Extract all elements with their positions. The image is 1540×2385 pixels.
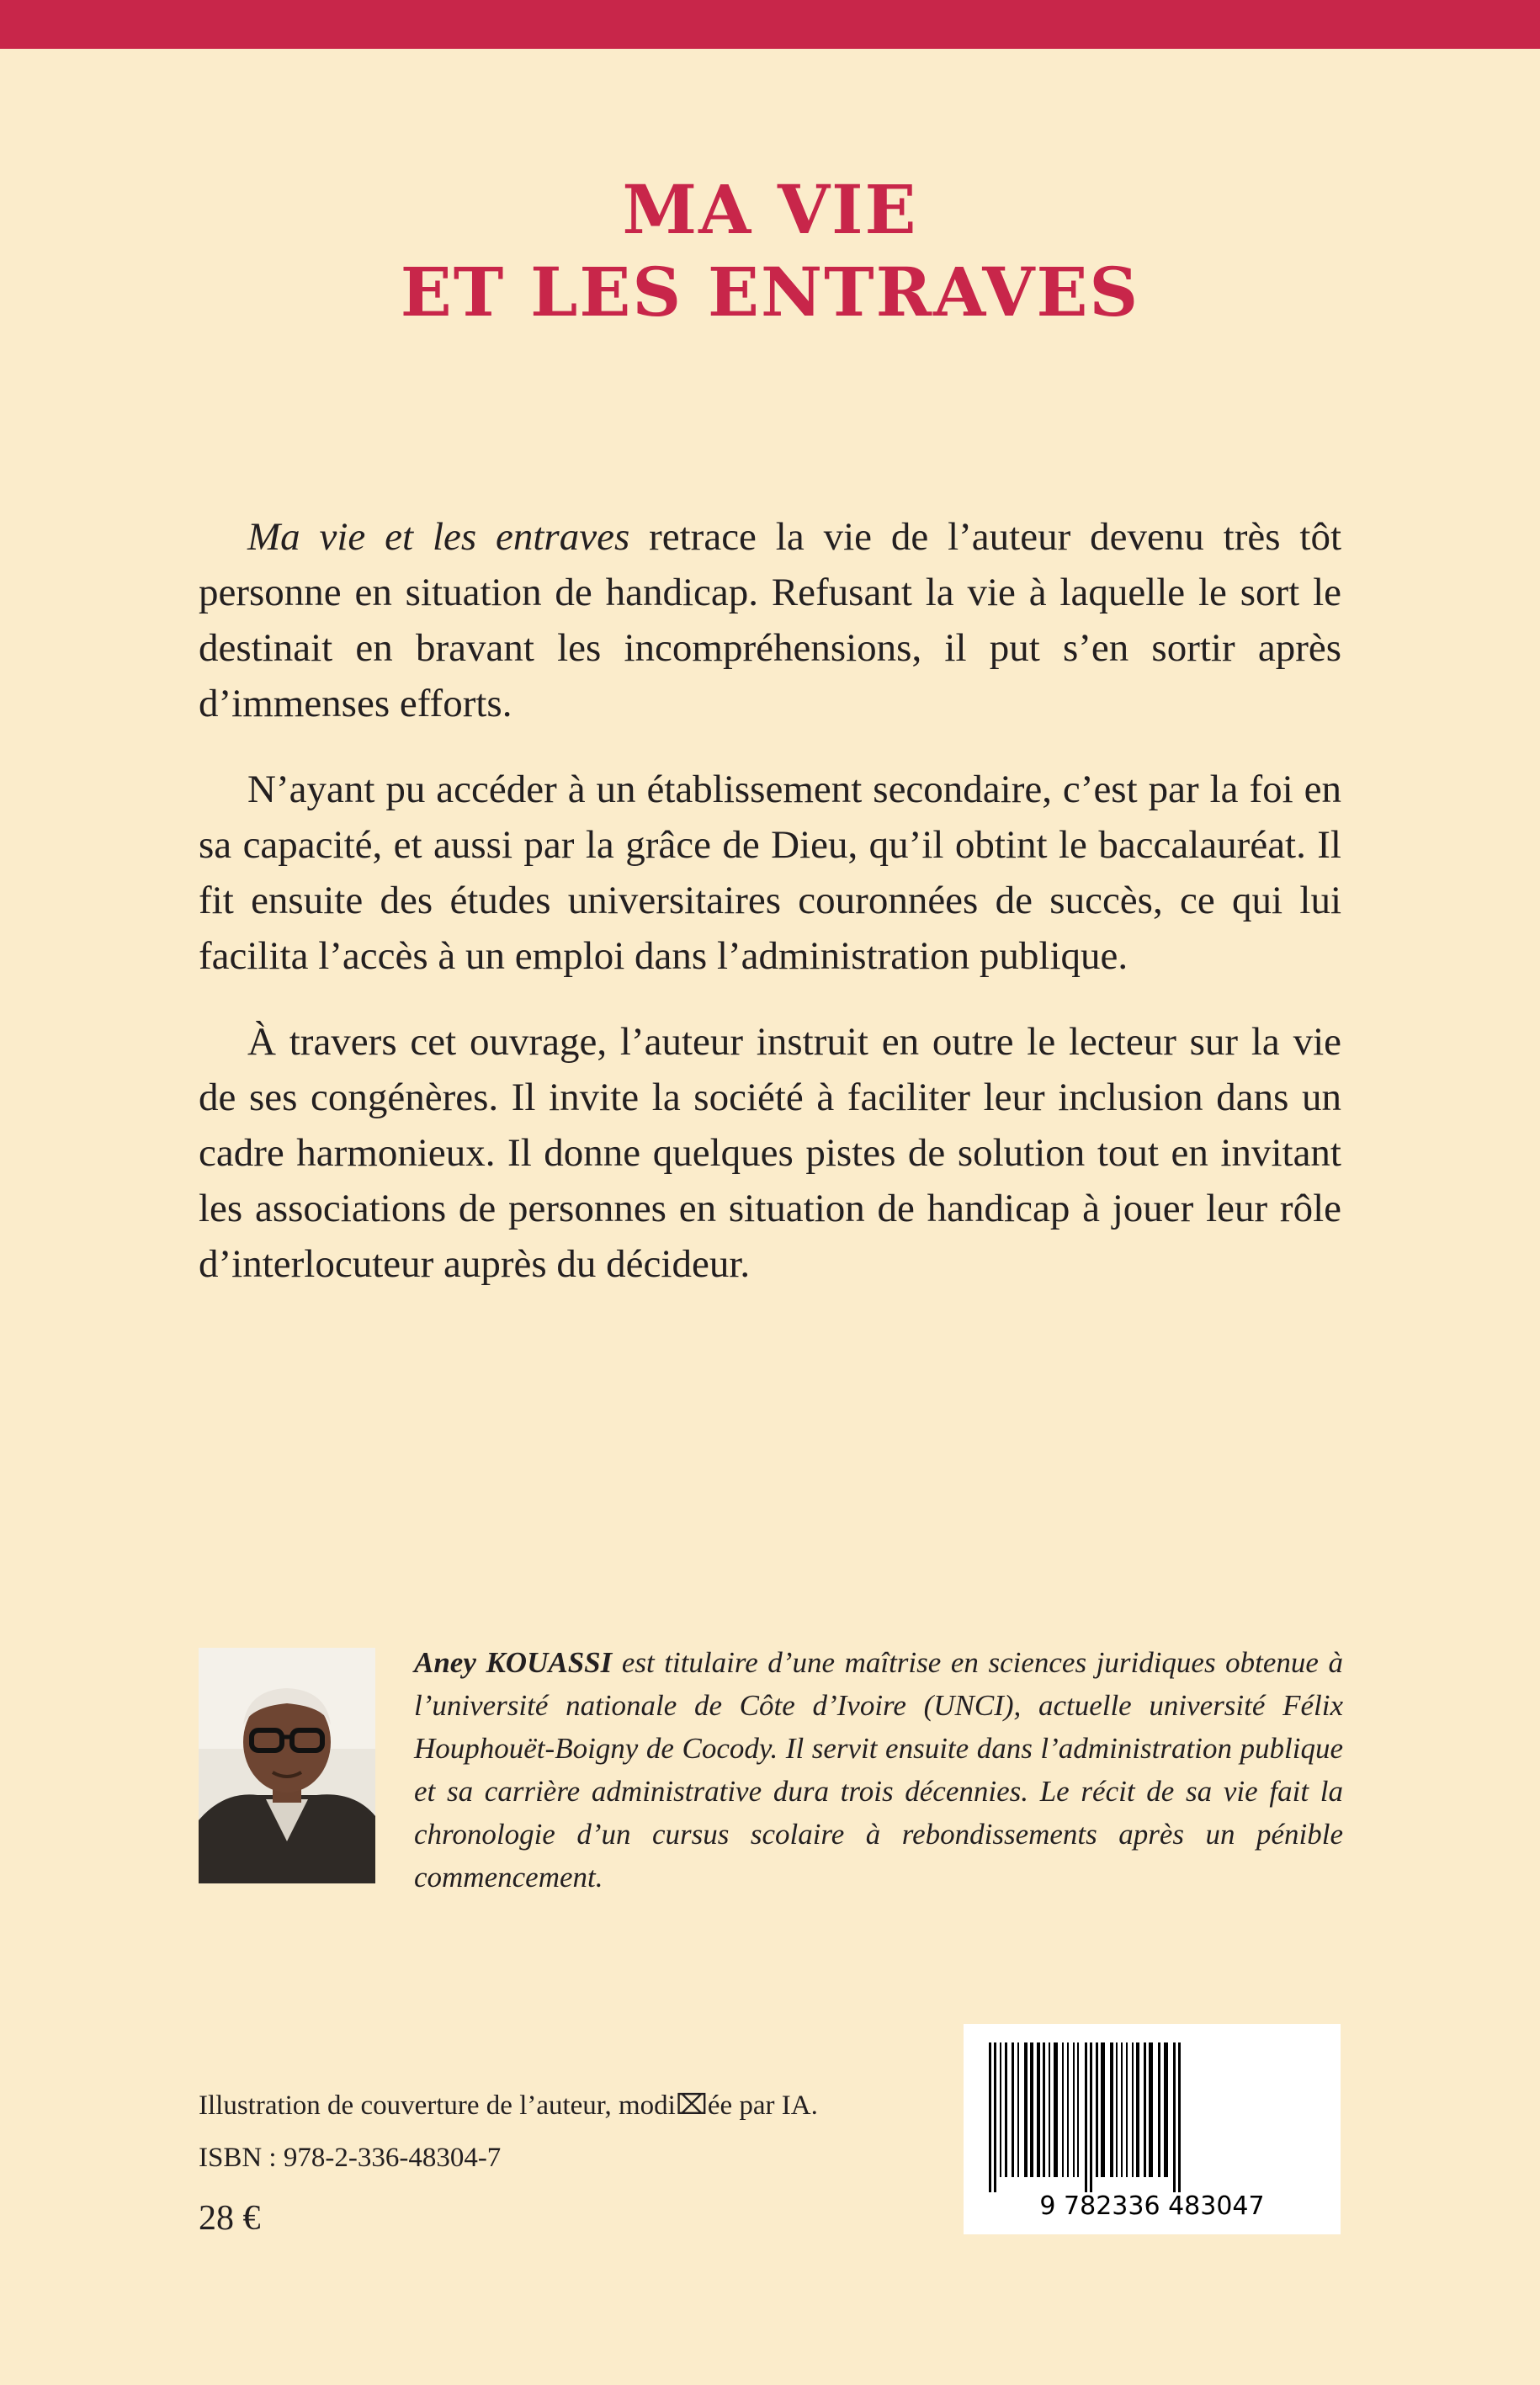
barcode — [964, 2024, 1341, 2234]
top-color-band — [0, 0, 1540, 49]
barcode-bar — [1101, 2042, 1105, 2177]
barcode-bar — [1136, 2042, 1139, 2177]
barcode-bar — [1037, 2042, 1040, 2177]
price: 28 € — [199, 2199, 261, 2238]
barcode-bar — [1096, 2042, 1098, 2177]
barcode-bar — [1017, 2042, 1019, 2177]
cover-illustration-credit: Illustration de couverture de l’auteur, modi⌧ée par IA. — [199, 2090, 818, 2121]
barcode-bar — [1149, 2042, 1153, 2177]
author-bio — [414, 1641, 1343, 1899]
barcode-bar — [1067, 2042, 1069, 2177]
barcode-bar — [1121, 2042, 1123, 2177]
barcode-bar — [1085, 2042, 1087, 2192]
barcode-bar — [1144, 2042, 1146, 2177]
barcode-bar — [1012, 2042, 1014, 2177]
barcode-bar — [1049, 2042, 1050, 2177]
barcode-bar — [1090, 2042, 1092, 2192]
barcode-graphic — [964, 2024, 1341, 2234]
barcode-digits: 9 782336 483047 — [1039, 2191, 1265, 2221]
barcode-bar — [1158, 2042, 1160, 2177]
title-line-2: ET LES ENTRAVES — [400, 252, 1140, 332]
author-bio-text: est titulaire d’une maîtrise en sciences juridiques obtenue à l’université nationale de Côte d’Ivoire (UNCI), actuelle université Félix Houphouët-Boigny de Cocody. Il servit ensuite dans l’administration publique et sa carrière administrative dura trois décennies. Le récit de sa vie fait la chronologie d’un cursus scolaire à rebondissements après un pénible commencement. — [414, 1646, 1344, 1894]
barcode-bar — [1062, 2042, 1064, 2177]
barcode-bar — [1173, 2042, 1176, 2192]
isbn: ISBN : 978-2-336-48304-7 — [199, 2143, 502, 2173]
barcode-bar — [1030, 2042, 1033, 2177]
blurb-paragraph-1 — [199, 509, 1341, 731]
author-photo — [199, 1648, 375, 1883]
author-name: Aney KOUASSI — [414, 1646, 613, 1679]
title-line-1: MA VIE — [622, 170, 918, 249]
blurb-paragraph-2: N’ayant pu accéder à un établissement secondaire, c’est par la foi en sa capacité, et aussi par la grâce de Dieu, qu’il obtint le baccalauréat. Il fit ensuite des études universitaires couronnées de succès, ce qui lui facilita l’accès à un emploi dans l’administration publique. — [199, 768, 1341, 978]
barcode-bar — [1164, 2042, 1168, 2177]
barcode-bar — [994, 2042, 996, 2192]
blurb-paragraph-1-text: retrace la vie de l’auteur devenu très tôt personne en situation de handicap. Refusant la vie à laquelle le sort le destinait en bravant les incompréhensions, il put s’en sortir après d’immenses efforts. — [199, 515, 1342, 725]
blurb-italic-title: Ma vie et les entraves — [247, 515, 630, 559]
barcode-bar — [1024, 2042, 1028, 2177]
barcode-bar — [1073, 2042, 1075, 2177]
book-title — [0, 168, 1540, 333]
barcode-bar — [1005, 2042, 1007, 2177]
barcode-bar — [1178, 2042, 1181, 2192]
barcode-bar — [1054, 2042, 1058, 2177]
cover-footer — [199, 2089, 818, 2239]
barcode-bar — [1000, 2042, 1001, 2177]
barcode-bar — [989, 2042, 991, 2192]
barcode-bar — [1116, 2042, 1118, 2177]
barcode-bar — [1126, 2042, 1128, 2177]
barcode-bar — [1043, 2042, 1045, 2177]
barcode-bar — [1077, 2042, 1079, 2177]
barcode-bar — [1110, 2042, 1113, 2177]
barcode-bar — [1132, 2042, 1134, 2177]
back-cover-blurb — [199, 509, 1341, 1322]
blurb-paragraph-3: À travers cet ouvrage, l’auteur instruit en outre le lecteur sur la vie de ses congénères. Il invite la société à faciliter leur inclusion dans un cadre harmonieux. Il donne quelques pistes de solution tout en invitant les associations de personnes en situation de handicap à jouer leur rôle d’interlocuteur auprès du décideur. — [199, 1020, 1341, 1286]
